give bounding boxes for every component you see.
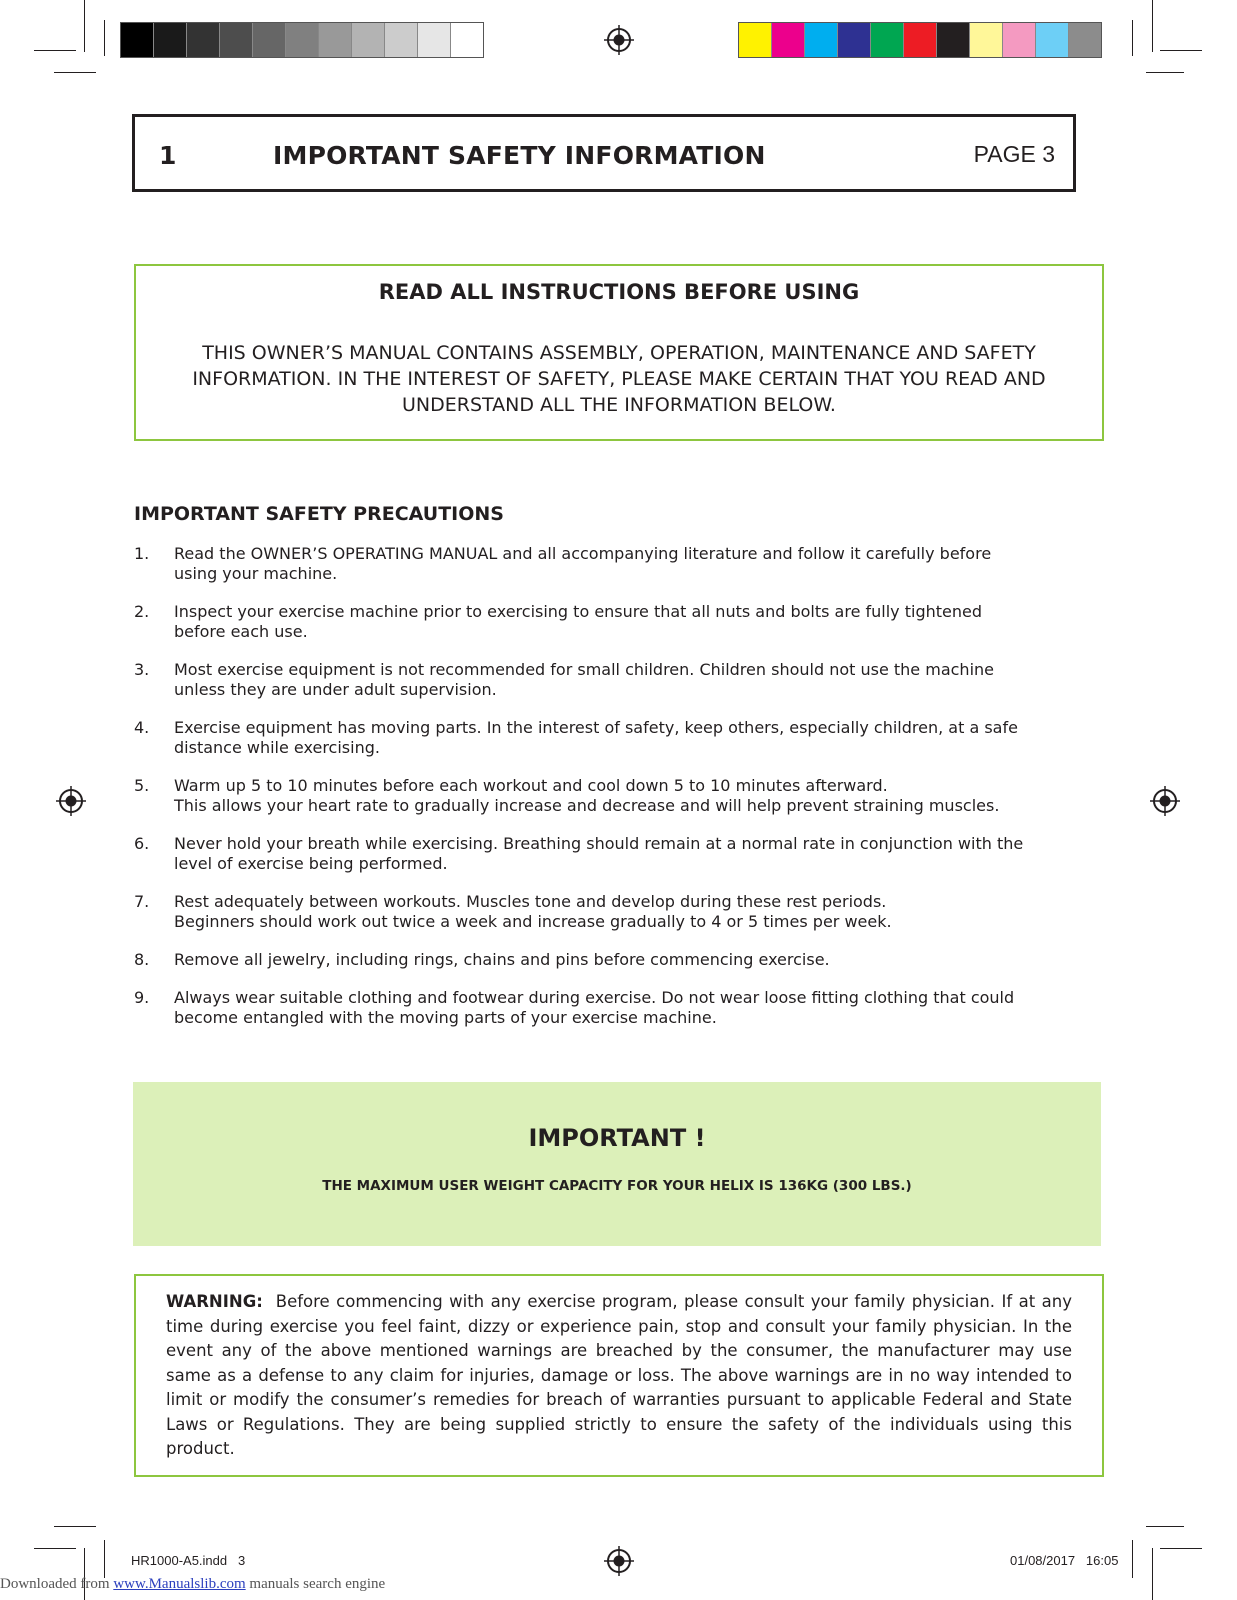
precaution-item	[134, 660, 1094, 700]
color-swatch	[154, 23, 187, 57]
precaution-line: Exercise equipment has moving parts. In the interest of safety, keep others, especially children, at a safe	[174, 718, 1018, 737]
color-swatch	[1069, 23, 1101, 57]
precaution-number: 3.	[134, 660, 150, 679]
precaution-line: unless they are under adult supervision.	[174, 680, 497, 699]
crop-mark	[1132, 1540, 1133, 1578]
crop-mark	[1146, 72, 1184, 73]
precaution-number: 7.	[134, 892, 150, 911]
crop-mark	[1160, 50, 1202, 51]
file-slug: HR1000-A5.indd 3	[131, 1553, 246, 1568]
warning-label: WARNING:	[166, 1292, 263, 1311]
color-swatch	[871, 23, 904, 57]
crop-mark	[1146, 1526, 1184, 1527]
important-notice	[133, 1082, 1101, 1246]
color-swatch	[319, 23, 352, 57]
manualslib-link[interactable]: www.Manualslib.com	[113, 1576, 246, 1592]
color-swatch	[418, 23, 451, 57]
crop-mark	[1152, 1548, 1153, 1600]
precaution-number: 6.	[134, 834, 150, 853]
precaution-item	[134, 718, 1094, 758]
registration-crosshair-icon	[604, 25, 634, 55]
crop-mark	[1160, 1548, 1202, 1549]
intro-heading: READ ALL INSTRUCTIONS BEFORE USING	[378, 280, 860, 304]
color-swatch	[220, 23, 253, 57]
precaution-item	[134, 602, 1094, 642]
date-slug: 01/08/2017 16:05	[1010, 1553, 1119, 1568]
color-swatch	[352, 23, 385, 57]
color-swatch	[805, 23, 838, 57]
registration-crosshair-icon	[56, 786, 86, 816]
color-swatch	[121, 23, 154, 57]
intro-line: INFORMATION. IN THE INTEREST OF SAFETY, PLEASE MAKE CERTAIN THAT YOU READ AND	[192, 368, 1046, 390]
precaution-number: 8.	[134, 950, 150, 969]
color-swatch	[838, 23, 871, 57]
registration-crosshair-icon	[604, 1546, 634, 1576]
precaution-item	[134, 544, 1094, 584]
color-swatch	[739, 23, 772, 57]
precaution-line: distance while exercising.	[174, 738, 380, 757]
precaution-line: Remove all jewelry, including rings, chains and pins before commencing exercise.	[174, 950, 830, 969]
crop-mark	[54, 1526, 96, 1527]
section-title: IMPORTANT SAFETY INFORMATION	[273, 141, 766, 170]
precaution-line: Never hold your breath while exercising. Breathing should remain at a normal rate in conjunction with the	[174, 834, 1024, 853]
precaution-line: Most exercise equipment is not recommended for small children. Children should not use the machine	[174, 660, 994, 679]
precaution-line: Read the OWNER’S OPERATING MANUAL and all accompanying literature and follow it carefully before	[174, 544, 992, 563]
page-number: PAGE 3	[973, 141, 1055, 167]
precaution-line: This allows your heart rate to gradually increase and decrease and will help prevent straining muscles.	[174, 796, 1000, 815]
color-swatch	[385, 23, 418, 57]
precaution-line: Warm up 5 to 10 minutes before each workout and cool down 5 to 10 minutes afterward.	[174, 776, 888, 795]
crop-mark	[84, 0, 85, 52]
precautions-heading: IMPORTANT SAFETY PRECAUTIONS	[134, 503, 504, 525]
color-swatch	[253, 23, 286, 57]
precaution-line: Inspect your exercise machine prior to exercising to ensure that all nuts and bolts are fully tightened	[174, 602, 982, 621]
crop-mark	[34, 1548, 76, 1549]
color-swatch	[286, 23, 319, 57]
precaution-number: 9.	[134, 988, 150, 1007]
precaution-number: 2.	[134, 602, 150, 621]
read-instructions-box	[134, 264, 1104, 441]
color-swatch	[1003, 23, 1036, 57]
crop-mark	[1132, 20, 1133, 56]
download-notice	[0, 1576, 385, 1593]
color-swatch	[937, 23, 970, 57]
color-swatch	[187, 23, 220, 57]
precaution-item	[134, 988, 1094, 1028]
download-prefix: Downloaded from	[0, 1576, 114, 1592]
process-color-bar	[738, 22, 1102, 58]
color-swatch	[1036, 23, 1069, 57]
important-heading: IMPORTANT !	[528, 1124, 706, 1152]
precaution-line: before each use.	[174, 622, 308, 641]
intro-line: UNDERSTAND ALL THE INFORMATION BELOW.	[402, 394, 836, 416]
color-swatch	[451, 23, 483, 57]
warning-box	[134, 1274, 1104, 1477]
precaution-item	[134, 776, 1094, 816]
precaution-item	[134, 892, 1094, 932]
precaution-line: using your machine.	[174, 564, 338, 583]
intro-text	[162, 340, 1076, 418]
precaution-number: 4.	[134, 718, 150, 737]
precaution-item	[134, 950, 1094, 970]
grayscale-color-bar	[120, 22, 484, 58]
precaution-line: Always wear suitable clothing and footwear during exercise. Do not wear loose fitting clothing that could	[174, 988, 1015, 1007]
section-header	[132, 114, 1076, 192]
crop-mark	[34, 50, 76, 51]
color-swatch	[970, 23, 1003, 57]
warning-paragraph	[166, 1290, 1072, 1462]
precaution-line: Rest adequately between workouts. Muscles tone and develop during these rest periods.	[174, 892, 887, 911]
precaution-number: 1.	[134, 544, 150, 563]
precautions-list	[134, 544, 1094, 1046]
crop-mark	[104, 1540, 105, 1578]
precaution-number: 5.	[134, 776, 150, 795]
warning-text: Before commencing with any exercise program, please consult your family physician. If at any time during exercise you feel faint, dizzy or experience pain, stop and consult your family physician. In the event any of the above mentioned warnings are breached by the consumer, the manufacturer may use same as a defense to any claim for injuries, damage or loss. The above warnings are in no way intended to limit or modify the consumer’s remedies for breach of warranties pursuant to applicable Federal and State Laws or Regulations. They are being supplied strictly to ensure the safety of the individuals using this product.	[166, 1292, 1072, 1458]
crop-mark	[54, 72, 96, 73]
intro-line: THIS OWNER’S MANUAL CONTAINS ASSEMBLY, OPERATION, MAINTENANCE AND SAFETY	[202, 342, 1036, 364]
registration-crosshair-icon	[1150, 786, 1180, 816]
precaution-line: Beginners should work out twice a week and increase gradually to 4 or 5 times per week.	[174, 912, 892, 931]
crop-mark	[1152, 0, 1153, 52]
color-swatch	[904, 23, 937, 57]
precaution-line: level of exercise being performed.	[174, 854, 448, 873]
crop-mark	[104, 20, 105, 56]
weight-capacity-text: THE MAXIMUM USER WEIGHT CAPACITY FOR YOUR HELIX IS 136KG (300 LBS.)	[322, 1178, 912, 1194]
download-suffix: manuals search engine	[245, 1576, 386, 1592]
color-swatch	[772, 23, 805, 57]
precaution-item	[134, 834, 1094, 874]
chapter-number: 1	[159, 141, 177, 170]
precaution-line: become entangled with the moving parts of your exercise machine.	[174, 1008, 717, 1027]
